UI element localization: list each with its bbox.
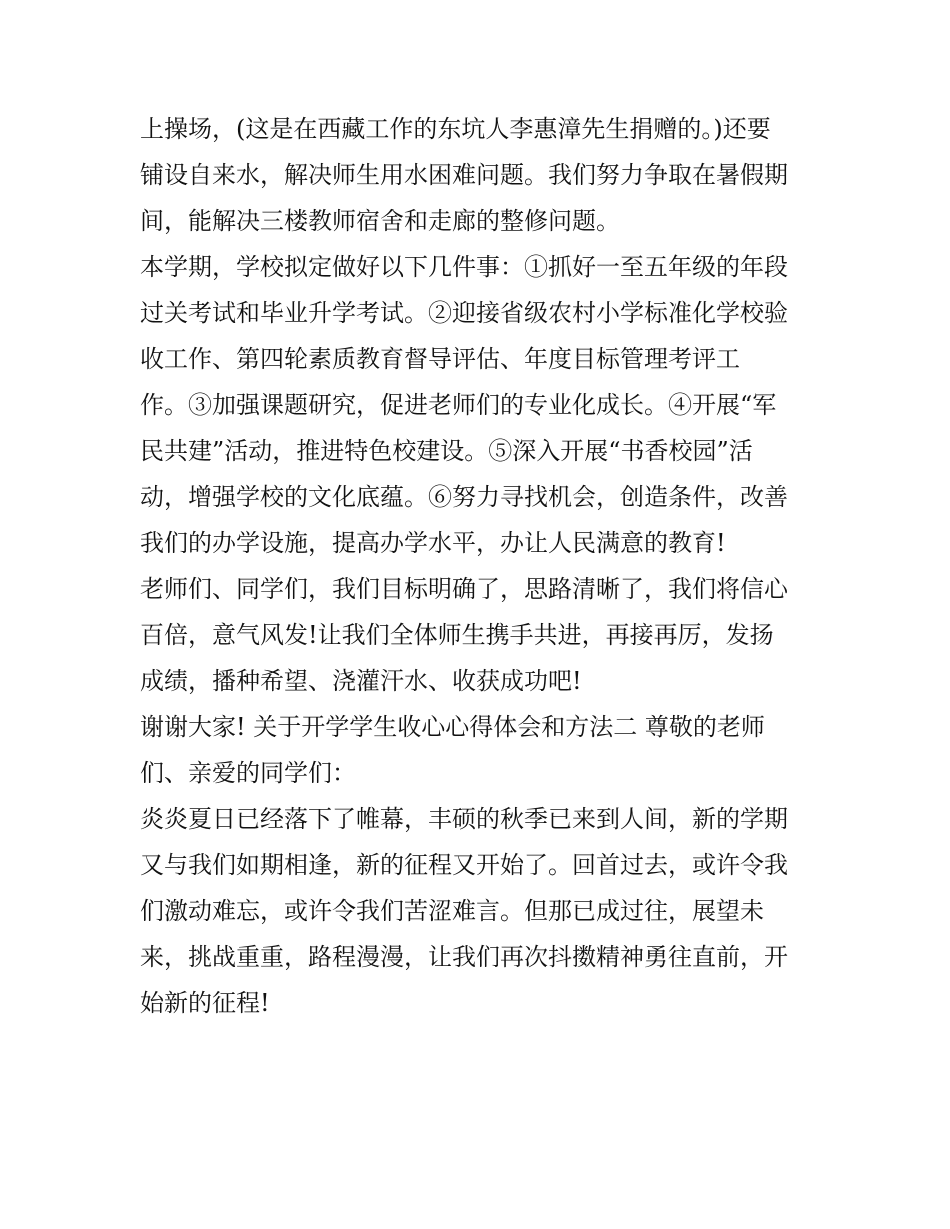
text-line: 来，挑战重重，路程漫漫，让我们再次抖擞精神勇往直前，开 bbox=[140, 943, 788, 971]
text-line: 始新的征程! bbox=[140, 989, 270, 1017]
text-line: 民共建”活动，推进特色校建设。⑤深入开展“书香校园”活 bbox=[140, 437, 753, 465]
text-line: 上操场，(这是在西藏工作的东坑人李惠漳先生捐赠的。)还要 bbox=[140, 115, 771, 143]
text-line: 收工作、第四轮素质教育督导评估、年度目标管理考评工 bbox=[140, 345, 740, 373]
text-line: 过关考试和毕业升学考试。②迎接省级农村小学标准化学校验 bbox=[140, 299, 788, 327]
text-line: 谢谢大家! 关于开学学生收心心得体会和方法二 尊敬的老师 bbox=[140, 713, 765, 741]
text-line: 炎炎夏日已经落下了帷幕，丰硕的秋季已来到人间，新的学期 bbox=[140, 805, 788, 833]
document-body bbox=[140, 106, 830, 1026]
text-line: 们、亲爱的同学们： bbox=[140, 759, 356, 787]
text-line: 老师们、同学们，我们目标明确了，思路清晰了，我们将信心 bbox=[140, 575, 788, 603]
text-line: 百倍，意气风发!让我们全体师生携手共进，再接再厉，发扬 bbox=[140, 621, 774, 649]
text-line: 铺设自来水，解决师生用水困难问题。我们努力争取在暑假期 bbox=[140, 161, 788, 189]
text-line: 间，能解决三楼教师宿舍和走廊的整修问题。 bbox=[140, 207, 620, 235]
text-line: 作。③加强课题研究，促进老师们的专业化成长。④开展“军 bbox=[140, 391, 777, 419]
text-line: 们激动难忘，或许令我们苦涩难言。但那已成过往，展望未 bbox=[140, 897, 764, 925]
text-line: 动，增强学校的文化底蕴。⑥努力寻找机会，创造条件，改善 bbox=[140, 483, 788, 511]
text-line: 本学期，学校拟定做好以下几件事：①抓好一至五年级的年段 bbox=[140, 253, 788, 281]
text-line: 成绩，播种希望、浇灌汗水、收获成功吧! bbox=[140, 667, 582, 695]
text-line: 又与我们如期相逢，新的征程又开始了。回首过去，或许令我 bbox=[140, 851, 788, 879]
text-line: 我们的办学设施，提高办学水平，办让人民满意的教育! bbox=[140, 529, 726, 557]
